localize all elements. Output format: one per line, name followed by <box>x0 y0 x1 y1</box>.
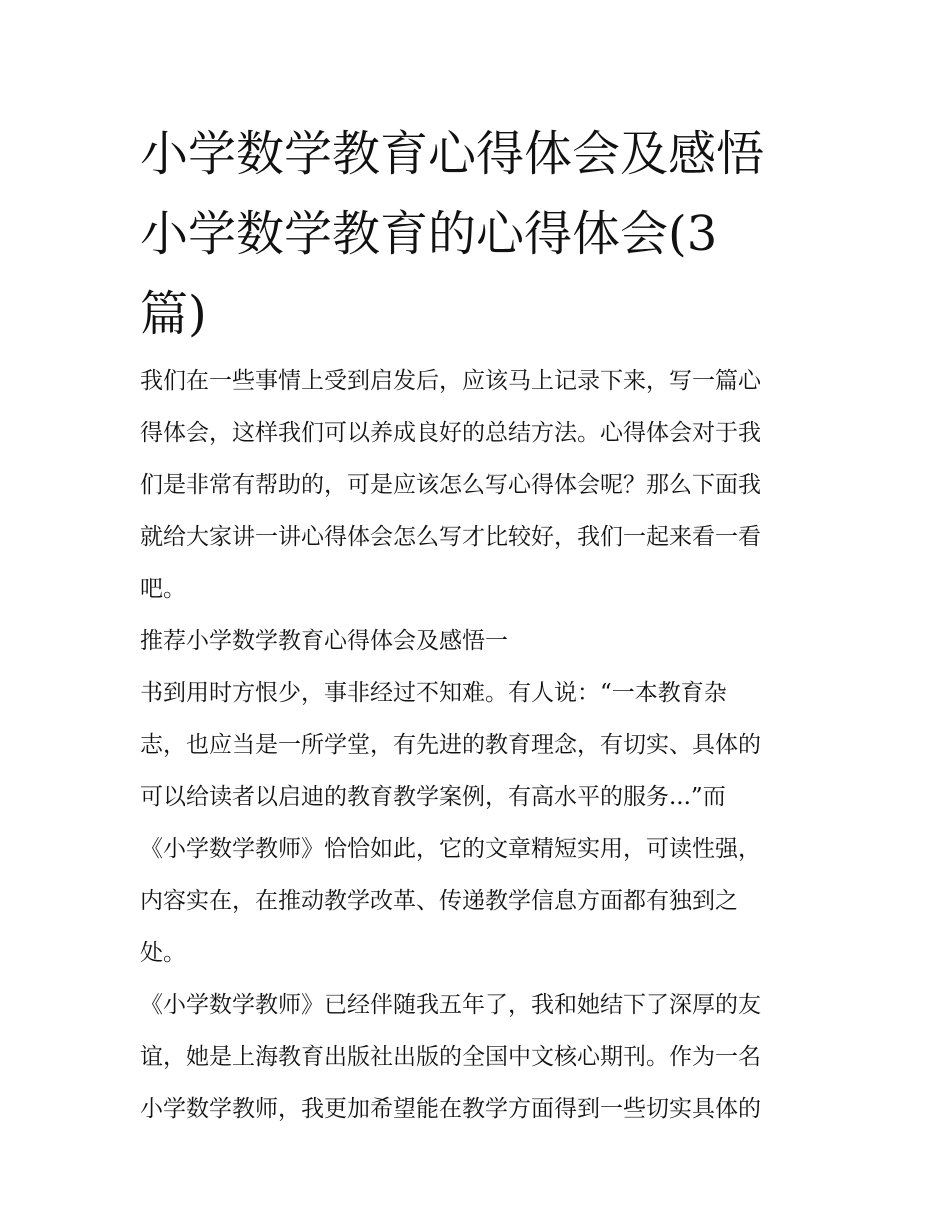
document-title <box>140 114 820 354</box>
intro-paragraph <box>140 355 820 615</box>
text-line: 就给大家讲一讲心得体会怎么写才比较好，我们一起来看一看 <box>140 524 761 550</box>
title-line: 篇) <box>140 286 207 342</box>
text-line: 《小学数学教师》已经伴随我五年了，我和她结下了深厚的友 <box>140 992 761 1018</box>
text-line: 得体会，这样我们可以养成良好的总结方法。心得体会对于我 <box>140 420 761 446</box>
text-line: 书到用时方恨少，事非经过不知难。有人说：“一本教育杂 <box>140 680 727 706</box>
text-line: 们是非常有帮助的，可是应该怎么写心得体会呢？那么下面我 <box>140 472 761 498</box>
section-heading <box>140 615 820 667</box>
text-line: 谊，她是上海教育出版社出版的全国中文核心期刊。作为一名 <box>140 1044 761 1070</box>
text-line: 吧。 <box>140 576 186 602</box>
title-line: 小学数学教育心得体会及感悟 <box>140 126 765 182</box>
text-line: 志，也应当是一所学堂，有先进的教育理念，有切实、具体的 <box>140 732 761 758</box>
text-line: 内容实在，在推动教学改革、传递教学信息方面都有独到之 <box>140 888 738 914</box>
text-line: 小学数学教师，我更加希望能在教学方面得到一些切实具体的 <box>140 1096 761 1122</box>
document-body <box>140 355 820 1135</box>
text-line: 我们在一些事情上受到启发后，应该马上记录下来，写一篇心 <box>140 368 761 394</box>
text-line: 可以给读者以启迪的教育教学案例，有高水平的服务...”而 <box>140 784 726 810</box>
title-line: 小学数学教育的心得体会(3 <box>140 206 718 262</box>
body-paragraph <box>140 979 820 1135</box>
text-line: 处。 <box>140 940 186 966</box>
body-paragraph <box>140 667 820 979</box>
text-line: 推荐小学数学教育心得体会及感悟一 <box>140 628 508 654</box>
text-line: 《小学数学教师》恰恰如此，它的文章精短实用，可读性强， <box>140 836 761 862</box>
